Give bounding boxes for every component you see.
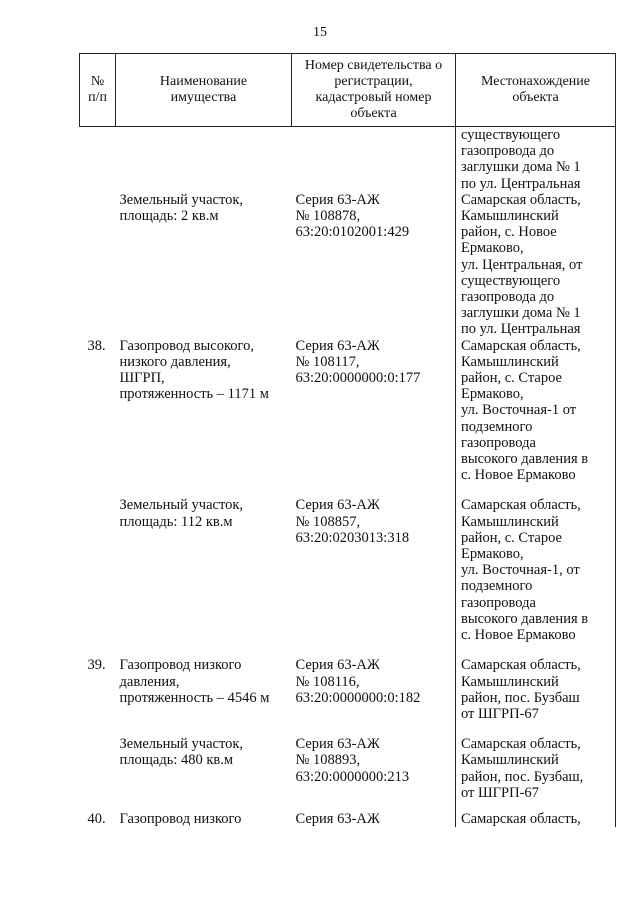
header-num: № п/п [80,54,116,127]
row-num: 38. [87,337,106,354]
table-row [80,811,616,827]
header-location: Местонахождение объекта [456,54,616,127]
row-name [116,127,292,192]
page-number: 15 [313,25,327,40]
row-spacer [80,722,616,736]
table-header-row [80,54,616,127]
header-registration: Номер свидетельства о регистрации, кадастровый номер объекта [292,54,456,127]
row-num [80,192,116,338]
property-table-container [79,53,615,827]
row-num [80,736,116,801]
table-row [80,127,616,192]
table-row [80,192,616,338]
row-location: Самарская область, Камышлинский район, пос. Бузбаш, от ШГРП-67 [456,736,616,801]
row-registration: Серия 63-АЖ № 108116, 63:20:0000000:0:182 [295,657,421,706]
row-spacer [80,801,616,811]
row-registration: Серия 63-АЖ № 108117, 63:20:0000000:0:177 [295,337,421,387]
row-registration: Серия 63-АЖ № 108893, 63:20:0000000:213 [295,736,410,785]
row-location: Самарская область, [456,811,616,827]
row-registration: Серия 63-АЖ № 108878, 63:20:0102001:429 [295,191,410,241]
row-name: Земельный участок, площадь: 112 кв.м [119,497,244,530]
row-location: Самарская область, Камышлинский район, с. Старое Ермаково, ул. Восточная-1 от подземного газопровода высокого давления в с. Новое Ермаково [456,338,616,484]
row-location: Самарская область, Камышлинский район, с. Старое Ермаково, ул. Восточная-1, от подземного газопровода высокого давления в с. Новое Ермаково [456,497,616,643]
table-row [80,736,616,801]
row-num [80,127,116,192]
row-location: Самарская область, Камышлинский район, пос. Бузбаш от ШГРП-67 [456,657,616,722]
row-location: Самарская область, Камышлинский район, с. Новое Ермаково, ул. Центральная, от существующего газопровода до заглушки дома № 1 по ул. Центральная [456,192,616,338]
row-registration [292,127,456,192]
property-table [79,53,616,827]
row-name: Газопровод низкого [119,810,242,827]
row-num [80,497,116,643]
header-name: Наименование имущества [116,54,292,127]
row-num: 40. [87,810,106,827]
row-name: Земельный участок, площадь: 2 кв.м [119,191,244,225]
row-registration: Серия 63-АЖ № 108857, 63:20:0203013:318 [295,497,410,546]
row-registration: Серия 63-АЖ [295,810,380,827]
row-num: 39. [87,657,106,674]
row-spacer [80,643,616,657]
row-name: Газопровод высокого, низкого давления, ШГРП, протяженность – 1171 м [119,337,269,403]
row-name: Земельный участок, площадь: 480 кв.м [119,736,244,769]
row-name: Газопровод низкого давления, протяженность – 4546 м [119,657,270,706]
row-location: существующего газопровода до заглушки дома № 1 по ул. Центральная [456,127,616,192]
table-row [80,657,616,722]
table-row [80,497,616,643]
row-spacer [80,483,616,497]
table-row [80,338,616,484]
